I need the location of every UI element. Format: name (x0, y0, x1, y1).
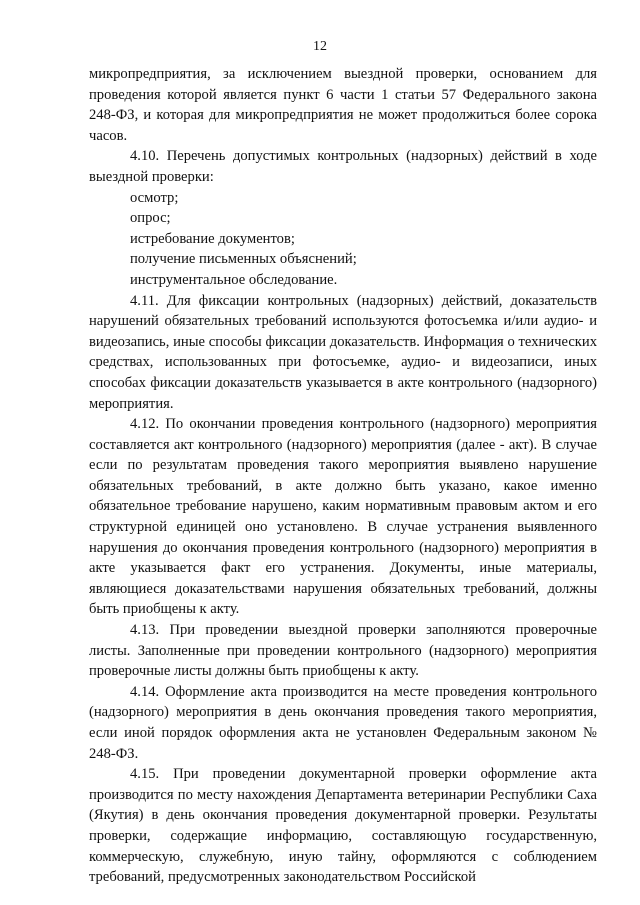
list-item: инструментальное обследование. (130, 271, 338, 288)
paragraph-4-11: 4.11. Для фиксации контрольных (надзорных) действий, доказательств нарушений обязательных требований используются фотосъемка и/или аудио- и видеозапись, иные способы фиксации доказательств. Информация о технических средствах, использованных при фотосъемке, аудио- и видеозаписи, иных способах фиксации доказательств указывается в акте контрольного (надзорного) мероприятия. (89, 292, 597, 412)
paragraph-4-14: 4.14. Оформление акта производится на месте проведения контрольного (надзорного) мероприятия в день окончания проведения такого мероприятия, если иной порядок оформления акта не установлен Федеральным законом № 248-ФЗ. (89, 683, 597, 762)
document-body (89, 64, 597, 888)
paragraph-4-12: 4.12. По окончании проведения контрольного (надзорного) мероприятия составляется акт контрольного (надзорного) мероприятия (далее - акт). В случае если по результатам проведения такого мероприятия выявлено нарушение обязательных требований, в акте должно быть указано, какое именно обязательное требование нарушено, каким нормативным правовым актом и его структурной единицей оно установлено. В случае устранения выявленного нарушения до окончания проведения контрольного (надзорного) мероприятия в акте указывается факт его устранения. Документы, иные материалы, являющиеся доказательствами нарушения обязательных требований, должны быть приобщены к акту. (89, 416, 597, 618)
paragraph-4-15: 4.15. При проведении документарной проверки оформление акта производится по месту нахождения Департамента ветеринарии Республики Саха (Якутия) в день окончания проведения документарной проверки. Результаты проверки, содержащие информацию, составляющую государственную, коммерческую, служебную, иную тайну, оформляются с соблюдением требований, предусмотренных законодательством Российской (89, 766, 597, 886)
list-item: истребование документов; (130, 230, 295, 247)
paragraph-4-13: 4.13. При проведении выездной проверки заполняются проверочные листы. Заполненные при проведении контрольного (надзорного) мероприятия проверочные листы должны быть приобщены к акту. (89, 622, 597, 680)
paragraph-4-10: 4.10. Перечень допустимых контрольных (надзорных) действий в ходе выездной проверки: (89, 148, 597, 185)
list-item: опрос; (130, 210, 171, 227)
page-number: 12 (313, 39, 327, 54)
list-item: получение письменных объяснений; (130, 251, 357, 268)
list-item: осмотр; (130, 189, 179, 206)
paragraph-continuation: микропредприятия, за исключением выездной проверки, основанием для проведения которой является пункт 6 части 1 статьи 57 Федерального закона 248-ФЗ, и которая для микропредприятия не может продолжиться более сорока часов. (89, 66, 597, 144)
